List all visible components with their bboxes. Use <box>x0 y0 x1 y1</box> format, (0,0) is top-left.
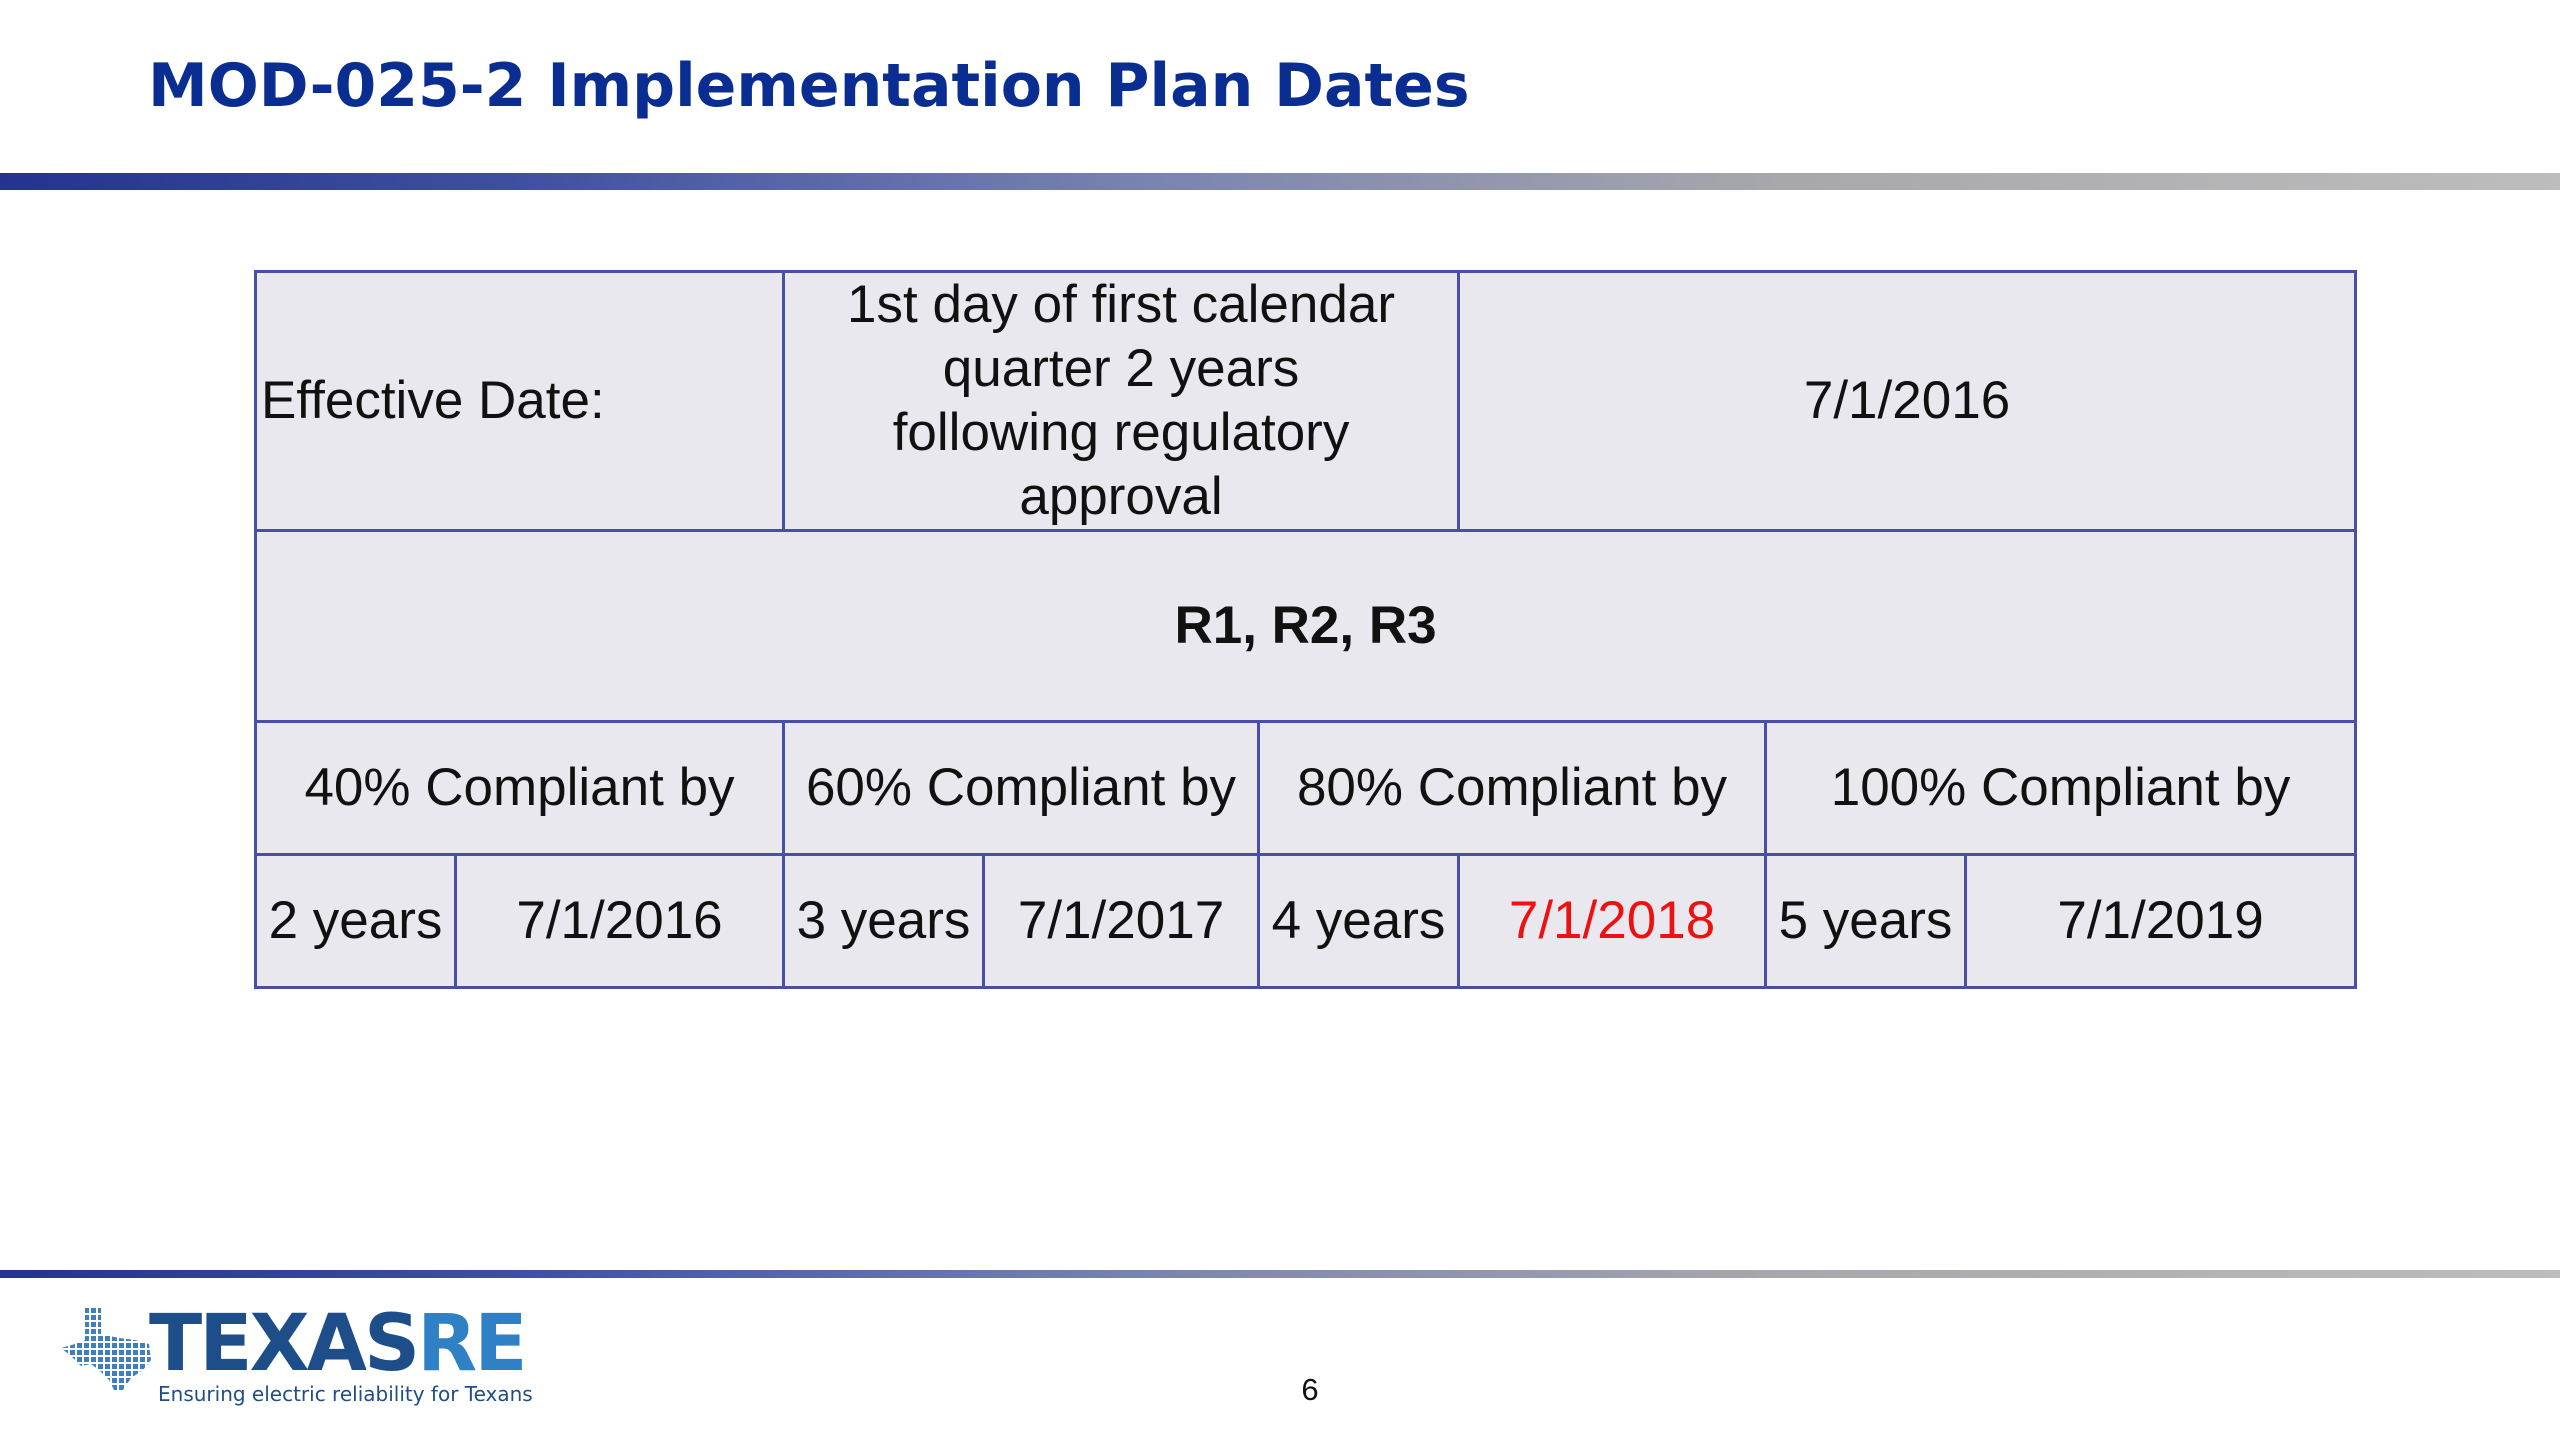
milestone-duration: 4 years <box>1259 855 1459 988</box>
milestone-header: 100% Compliant by <box>1766 722 2356 855</box>
milestone-header-row <box>256 722 2356 855</box>
milestone-header: 40% Compliant by <box>256 722 784 855</box>
header-divider <box>0 173 2560 190</box>
logo-wordmark <box>149 1300 525 1388</box>
milestone-date-highlighted: 7/1/2018 <box>1459 855 1766 988</box>
texas-re-logo <box>55 1299 533 1410</box>
milestone-date: 7/1/2016 <box>456 855 784 988</box>
logo-word-re: RE <box>417 1299 525 1389</box>
milestone-values-row <box>256 855 2356 988</box>
effective-date-label: Effective Date: <box>256 272 784 531</box>
effective-date-description <box>784 272 1459 531</box>
page-number: 6 <box>1301 1372 1319 1407</box>
milestone-duration: 3 years <box>784 855 984 988</box>
implementation-plan-table <box>254 270 2357 989</box>
milestone-header: 60% Compliant by <box>784 722 1259 855</box>
milestone-duration: 2 years <box>256 855 456 988</box>
texas-map-icon <box>55 1300 155 1396</box>
requirements-cell: R1, R2, R3 <box>256 531 2356 722</box>
requirements-row <box>256 531 2356 722</box>
logo-tagline: Ensuring electric reliability for Texans <box>158 1382 533 1406</box>
milestone-duration: 5 years <box>1766 855 1966 988</box>
effective-date-value: 7/1/2016 <box>1459 272 2356 531</box>
footer-divider <box>0 1270 2560 1278</box>
milestone-date: 7/1/2019 <box>1966 855 2356 988</box>
effective-date-description-line2: following regulatory approval <box>892 403 1350 526</box>
effective-date-row <box>256 272 2356 531</box>
milestone-date: 7/1/2017 <box>984 855 1259 988</box>
effective-date-description-line1: 1st day of first calendar quarter 2 years <box>847 275 1395 398</box>
milestone-header: 80% Compliant by <box>1259 722 1766 855</box>
logo-word-texas: TEXAS <box>149 1299 418 1389</box>
slide-title: MOD-025-2 Implementation Plan Dates <box>148 51 1470 121</box>
